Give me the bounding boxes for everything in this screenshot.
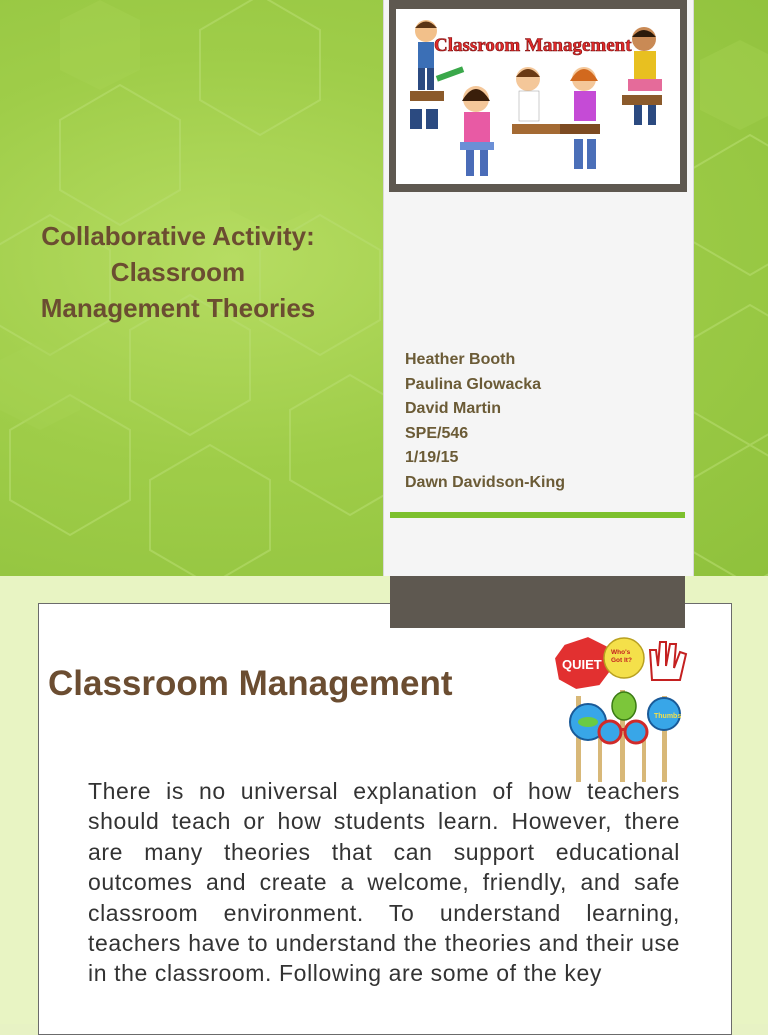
clipart-banner-text: Classroom Management <box>434 35 632 56</box>
classroom-signs-clipart <box>552 636 694 784</box>
presenter-list <box>405 348 565 495</box>
svg-text:Thumbs: Thumbs <box>654 713 682 720</box>
classroom-clipart-illustration <box>396 9 680 184</box>
svg-text:Who's: Who's <box>611 649 631 656</box>
author-name: Heather Booth <box>405 351 516 368</box>
content-paragraph: There is no universal explanation of how teachers should teach or how students learn. However, there are many theories that can support educational outcomes and create a welcome, friendly, and safe classroom environment. To understand learning, teachers have to understand the theories and their use in the classroom. Following are some of the key <box>88 778 680 987</box>
slide-title-line-2: Classroom <box>110 257 246 287</box>
presentation-date: 1/19/15 <box>405 449 459 466</box>
slide-title-line-1: Collaborative Activity: <box>41 221 315 251</box>
author-name: David Martin <box>405 400 502 417</box>
panel-footer-block <box>390 576 685 628</box>
classroom-picture-frame <box>389 0 687 192</box>
course-code: SPE/546 <box>405 424 469 442</box>
slide-title <box>10 218 346 326</box>
author-name: Paulina Glowacka <box>405 375 542 393</box>
classroom-management-clipart <box>396 9 680 184</box>
quiet-sign-text: QUIET <box>562 657 602 672</box>
content-slide-title: Classroom Management <box>48 664 453 703</box>
accent-bar <box>390 512 685 518</box>
slide-title-line-3: Management Theories <box>40 293 316 323</box>
svg-text:Got It?: Got It? <box>611 657 632 664</box>
instructor-name: Dawn Davidson-King <box>405 473 566 491</box>
